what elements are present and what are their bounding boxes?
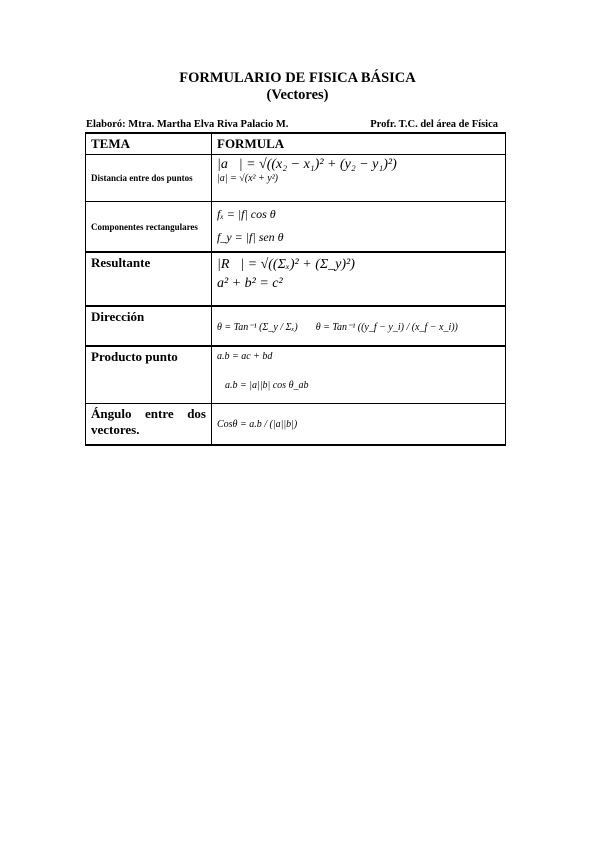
formula-cell: [212, 202, 506, 253]
title-line-2: (Vectores): [266, 87, 329, 103]
table-row: [86, 202, 506, 253]
formula-cell: [212, 306, 506, 346]
formula-cell: [212, 404, 506, 446]
document-title: [0, 70, 595, 104]
formula-cell: [212, 252, 506, 306]
formula: f_y = |f| sen θ: [217, 230, 284, 244]
table-row: [86, 306, 506, 346]
topic-cell: Dirección: [86, 306, 212, 346]
topic-cell: Distancia entre dos puntos: [86, 155, 212, 202]
formula: a² + b² = c²: [217, 276, 283, 291]
formula: Cosθ = a.b / (|a||b|): [217, 418, 298, 430]
formula: θ = Tan⁻¹ (Σ_y / Σₓ): [217, 322, 298, 333]
topic-cell: Ángulo entre dos vectores.: [86, 404, 212, 446]
title-line-1: FORMULARIO DE FISICA BÁSICA: [179, 70, 416, 86]
formula: fₓ = |f| cos θ: [217, 207, 276, 221]
formula: |a| = √(x² + y²): [217, 173, 279, 184]
topic-cell: Resultante: [86, 252, 212, 306]
formula: θ = Tan⁻¹ ((y_f − y_i) / (x_f − x_i)): [315, 322, 458, 333]
table-row: [86, 155, 506, 202]
formula-cell: [212, 155, 506, 202]
author-department: Profr. T.C. del área de Física: [370, 119, 498, 130]
formula: a.b = |a||b| cos θ_ab: [225, 380, 309, 391]
author-line: [86, 119, 506, 130]
formula: |R⃗| = √((Σₓ)² + (Σ_y)²): [217, 257, 355, 272]
topic-cell: Producto punto: [86, 346, 212, 404]
topic-cell: Componentes rectangulares: [86, 202, 212, 253]
table-row: [86, 346, 506, 404]
formula-table: [85, 132, 506, 446]
table-row: [86, 404, 506, 446]
formula: a.b = ac + bd: [217, 351, 273, 362]
table-row: [86, 252, 506, 306]
header-topic: TEMA: [86, 133, 212, 155]
header-formula: FORMULA: [212, 133, 506, 155]
formula: |a⃗| = √((x₂ − x₁)² + (y₂ − y₁)²): [217, 157, 397, 172]
author-name: Elaboró: Mtra. Martha Elva Riva Palacio M.: [86, 119, 289, 130]
table-header-row: [86, 133, 506, 155]
formula-cell: [212, 346, 506, 404]
